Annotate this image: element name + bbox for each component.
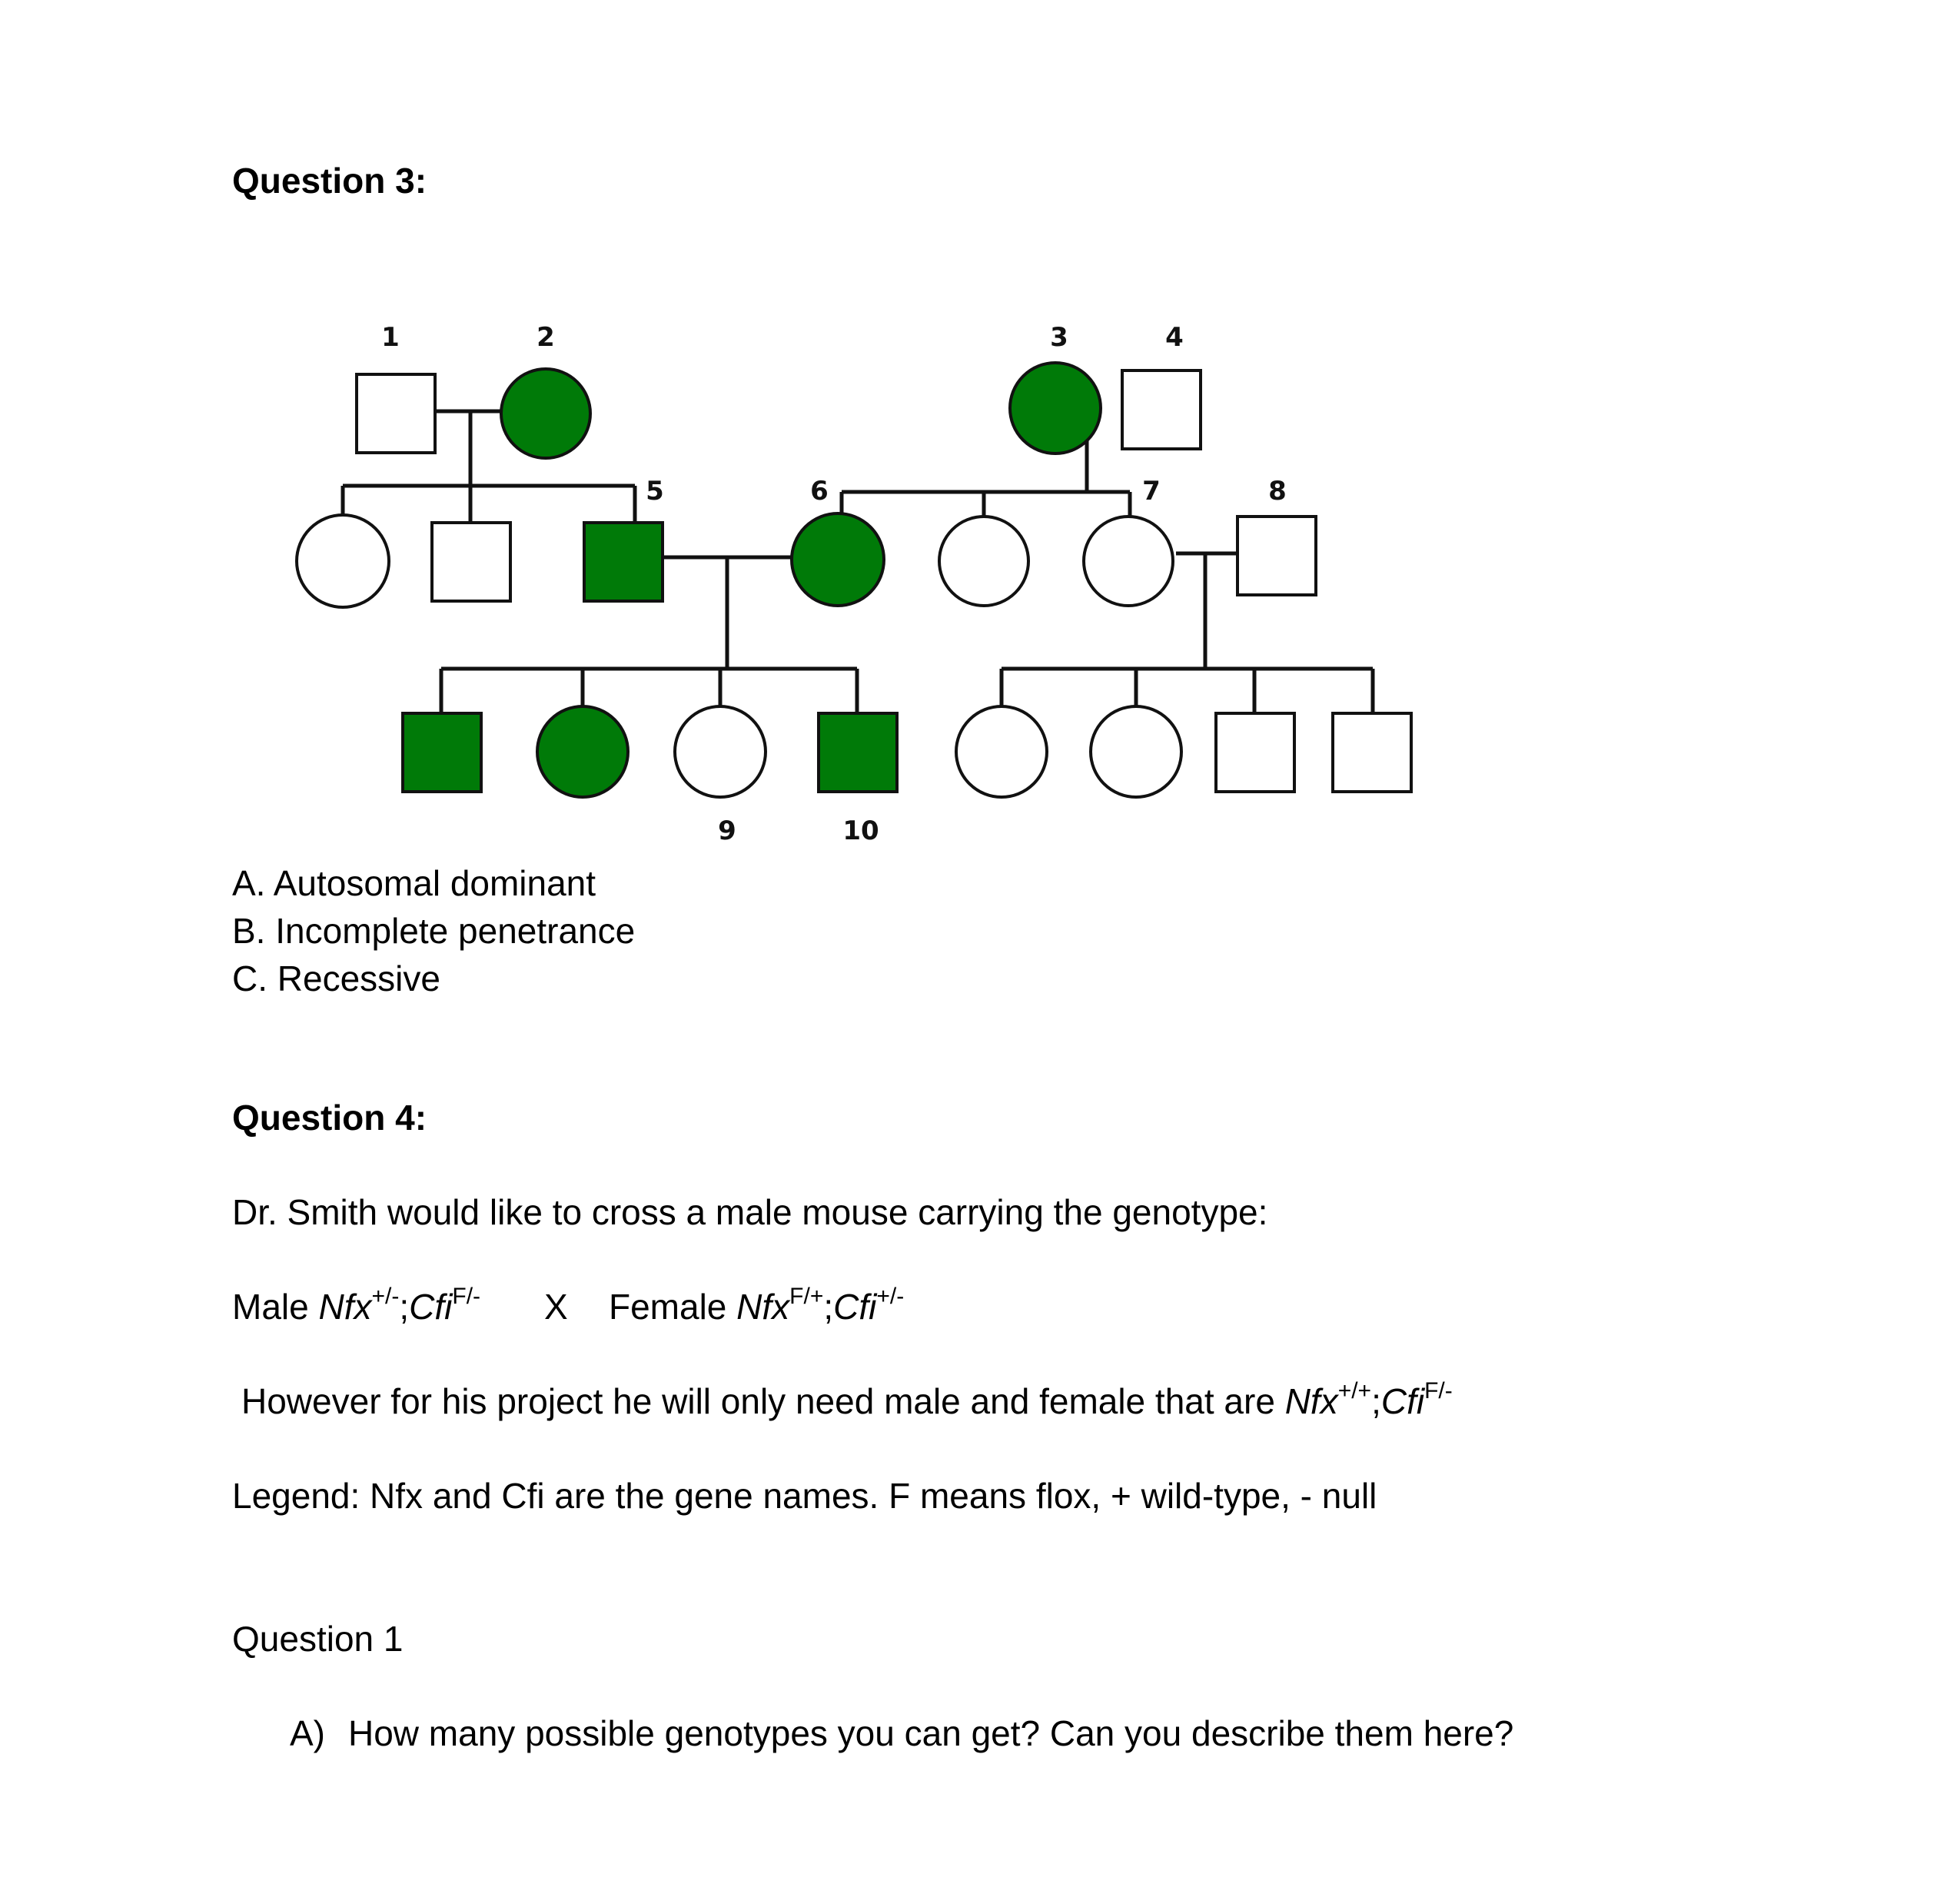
cross-genotype-female <box>609 1286 904 1328</box>
male-cfi-alleles: F/- <box>452 1284 481 1309</box>
cross-symbol: X <box>544 1287 568 1327</box>
separator: ; <box>399 1287 410 1327</box>
gen3-unaffected-female <box>956 706 1047 797</box>
gen3-unaffected-male <box>1216 713 1294 792</box>
question-1-heading: Question 1 <box>232 1619 404 1659</box>
gene-cfi: Cfi <box>409 1287 453 1327</box>
pedigree-label-2: 2 <box>537 322 555 353</box>
individual-10-affected-male <box>819 713 897 792</box>
question-4-heading: Question 4: <box>232 1098 427 1138</box>
individual-2-affected-female <box>501 369 590 458</box>
individual-4-unaffected-male <box>1122 370 1201 449</box>
gen3-unaffected-female <box>1091 706 1181 797</box>
gen2-unaffected-female <box>297 515 389 607</box>
needed-nfx-alleles: +/+ <box>1337 1378 1372 1404</box>
separator: ; <box>823 1287 834 1327</box>
pedigree-label-1: 1 <box>381 322 400 353</box>
question-3-heading: Question 3: <box>232 161 427 201</box>
individual-1-unaffected-male <box>357 374 435 453</box>
option-c: C. Recessive <box>232 958 440 998</box>
gene-cfi: Cfi <box>833 1287 877 1327</box>
male-nfx-alleles: +/- <box>371 1284 400 1309</box>
cross-genotype-male <box>232 1286 480 1328</box>
gene-nfx: Nfx <box>318 1287 372 1327</box>
pedigree-label-7: 7 <box>1142 476 1161 507</box>
pedigree-label-6: 6 <box>810 476 829 507</box>
gen2-unaffected-female <box>939 517 1028 606</box>
individual-9-unaffected-female <box>675 706 766 797</box>
pedigree-label-8: 8 <box>1268 476 1287 507</box>
individual-3-affected-female <box>1010 363 1101 453</box>
female-nfx-alleles: F/+ <box>789 1284 824 1309</box>
individual-5-affected-male <box>584 523 663 601</box>
question-4-intro: Dr. Smith would like to cross a male mouse carrying the genotype: <box>232 1192 1268 1232</box>
gen3-unaffected-male <box>1333 713 1411 792</box>
pedigree-label-9: 9 <box>718 816 736 846</box>
gene-nfx: Nfx <box>1284 1381 1338 1421</box>
individual-7-unaffected-female <box>1084 517 1173 606</box>
pedigree-chart <box>284 307 1437 861</box>
gen3-affected-female <box>537 706 628 797</box>
gen2-unaffected-male <box>432 523 510 601</box>
project-requirement <box>241 1380 1453 1423</box>
pedigree-label-4: 4 <box>1165 322 1184 353</box>
female-label: Female <box>609 1287 727 1327</box>
option-a: A. Autosomal dominant <box>232 863 596 903</box>
legend-text: Legend: Nfx and Cfi are the gene names. F means flox, + wild-type, - null <box>232 1476 1377 1516</box>
pedigree-label-5: 5 <box>646 476 664 507</box>
individual-6-affected-female <box>792 513 884 606</box>
pedigree-label-3: 3 <box>1050 322 1068 353</box>
question-3-options <box>232 859 635 1002</box>
gen3-affected-male <box>403 713 481 792</box>
question-1a-text: How many possible genotypes you can get? Can you describe them here? <box>348 1713 1514 1753</box>
individual-8-unaffected-male <box>1237 517 1316 595</box>
female-cfi-alleles: +/- <box>876 1284 905 1309</box>
male-label: Male <box>232 1287 309 1327</box>
separator: ; <box>1371 1381 1381 1421</box>
gene-nfx: Nfx <box>736 1287 790 1327</box>
gene-cfi: Cfi <box>1380 1381 1425 1421</box>
pedigree-label-10: 10 <box>842 816 879 846</box>
question-1a-label: A) <box>290 1713 325 1753</box>
option-b: B. Incomplete penetrance <box>232 911 636 951</box>
needed-cfi-alleles: F/- <box>1424 1378 1453 1404</box>
requirement-text: However for his project he will only need male and female that are <box>241 1381 1275 1421</box>
